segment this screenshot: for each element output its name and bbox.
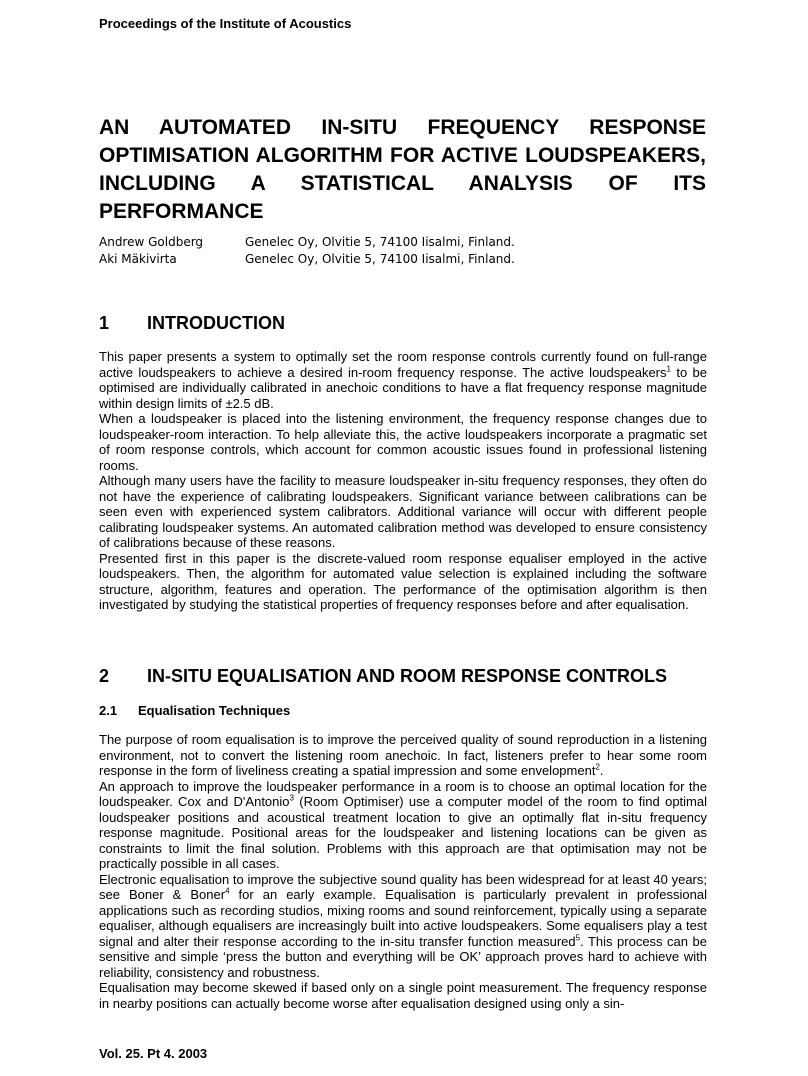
author-affiliation: Genelec Oy, Olvitie 5, 74100 Iisalmi, Finland. [245, 235, 515, 249]
author-affiliation: Genelec Oy, Olvitie 5, 74100 Iisalmi, Finland. [245, 252, 515, 266]
reference-marker: 2 [595, 762, 600, 772]
text-run: (Room Optimiser) use a computer model of the room to find optimal loudspeaker positions and acoustical treatment location to give an optimally flat in-situ frequency response magnitude. Positional areas for the loudspeaker and listening locations can be given as constraints to limit the final solution. Problems with this approach are that optimisation may not be practically possible in all cases. [99, 794, 708, 871]
reference-marker: 5 [575, 933, 581, 943]
author-row [99, 251, 515, 268]
paragraph [99, 732, 707, 779]
paper-title: AN AUTOMATED IN-SITU FREQUENCY RESPONSE OPTIMISATION ALGORITHM FOR ACTIVE LOUDSPEAKERS, INCLUDING A STATISTICAL ANALYSIS OF ITS PERFORMANCE [99, 116, 706, 223]
equalisation-body [99, 732, 707, 1011]
volume-footer: Vol. 25. Pt 4. 2003 [99, 1046, 208, 1061]
author-list [99, 234, 515, 268]
subsection-title: Equalisation Techniques [138, 703, 291, 718]
paragraph: When a loudspeaker is placed into the listening environment, the frequency response changes due to loudspeaker-room interaction. To help alleviate this, the active loudspeakers incorporate a pragmatic set of room response controls, which account for common acoustic issues found in professional listening rooms. [99, 411, 707, 473]
author-row [99, 234, 515, 251]
author-name: Aki Mäkivirta [99, 252, 177, 266]
section-title: IN-SITU EQUALISATION AND ROOM RESPONSE CONTROLS [147, 666, 668, 686]
section-number: 2 [99, 666, 110, 686]
text-run: The purpose of room equalisation is to improve the perceived quality of sound reproduction in a listening environment, not to convert the listening room anechoic. In fact, listeners prefer to hear some room response in the form of liveliness creating a spatial impression and some envelopment [99, 732, 707, 778]
paragraph: Equalisation may become skewed if based only on a single point measurement. The frequency response in nearby positions can actually become worse after equalisation designed using only a sin- [99, 980, 707, 1011]
paragraph: Presented first in this paper is the discrete-valued room response equaliser employed in the active loudspeakers. Then, the algorithm for automated value selection is explained including the software structure, algorithm, features and operation. The performance of the optimisation algorithm is then investigated by studying the statistical properties of frequency responses before and after equalisation. [99, 550, 707, 612]
text-run: . [599, 763, 604, 778]
author-name: Andrew Goldberg [99, 235, 204, 249]
running-head: Proceedings of the Institute of Acoustics [99, 16, 352, 31]
reference-marker: 3 [289, 793, 294, 803]
subsection-number: 2.1 [99, 703, 118, 718]
paragraph [99, 872, 707, 981]
section-heading-equalisation [99, 666, 667, 687]
text-run: for an early example. Equalisation is particularly prevalent in professional applications such as recording studios, mixing rooms and sound reinforcement, typically using a separate equaliser, although equalisers are increasingly built into active loudspeakers. Some equalisers play a test signal and alter their response according to the in-situ transfer function measured [99, 887, 707, 949]
reference-marker: 4 [225, 886, 230, 896]
text-run: An approach to improve the loudspeaker performance in a room is to choose an optimal location for the loudspeaker. Cox and D'Antonio [99, 778, 707, 809]
section-heading-introduction [99, 313, 285, 334]
text-run: to be optimised are individually calibrated in anechoic conditions to have a flat frequency response magnitude within design limits of ±2.5 dB. [99, 364, 707, 411]
section-number: 1 [99, 313, 110, 333]
text-run: . This process can be sensitive and simple ‘press the button and everything will be OK’ approach proves hard to achieve with reliability, consistency and robustness. [99, 933, 707, 980]
section-title: INTRODUCTION [147, 313, 285, 333]
reference-marker: 1 [666, 364, 671, 374]
subsection-heading [99, 703, 290, 718]
paragraph [99, 349, 707, 411]
text-run: Electronic equalisation to improve the subjective sound quality has been widespread for at least 40 years; see Boner & Boner [99, 871, 707, 902]
introduction-body [99, 349, 707, 613]
paragraph: Although many users have the facility to measure loudspeaker in-situ frequency responses, they often do not have the experience of calibrating loudspeakers. Significant variance between calibrations can be seen even with experienced system calibrators. Additional variance will occur with different people calibrating loudspeaker systems. An automated calibration method was developed to ensure consistency of calibrations because of these reasons. [99, 473, 707, 550]
paragraph [99, 779, 707, 872]
text-run: This paper presents a system to optimally set the room response controls currently found on full-range active loudspeakers to achieve a desired in-room frequency response. The active loudspeakers [99, 349, 707, 380]
